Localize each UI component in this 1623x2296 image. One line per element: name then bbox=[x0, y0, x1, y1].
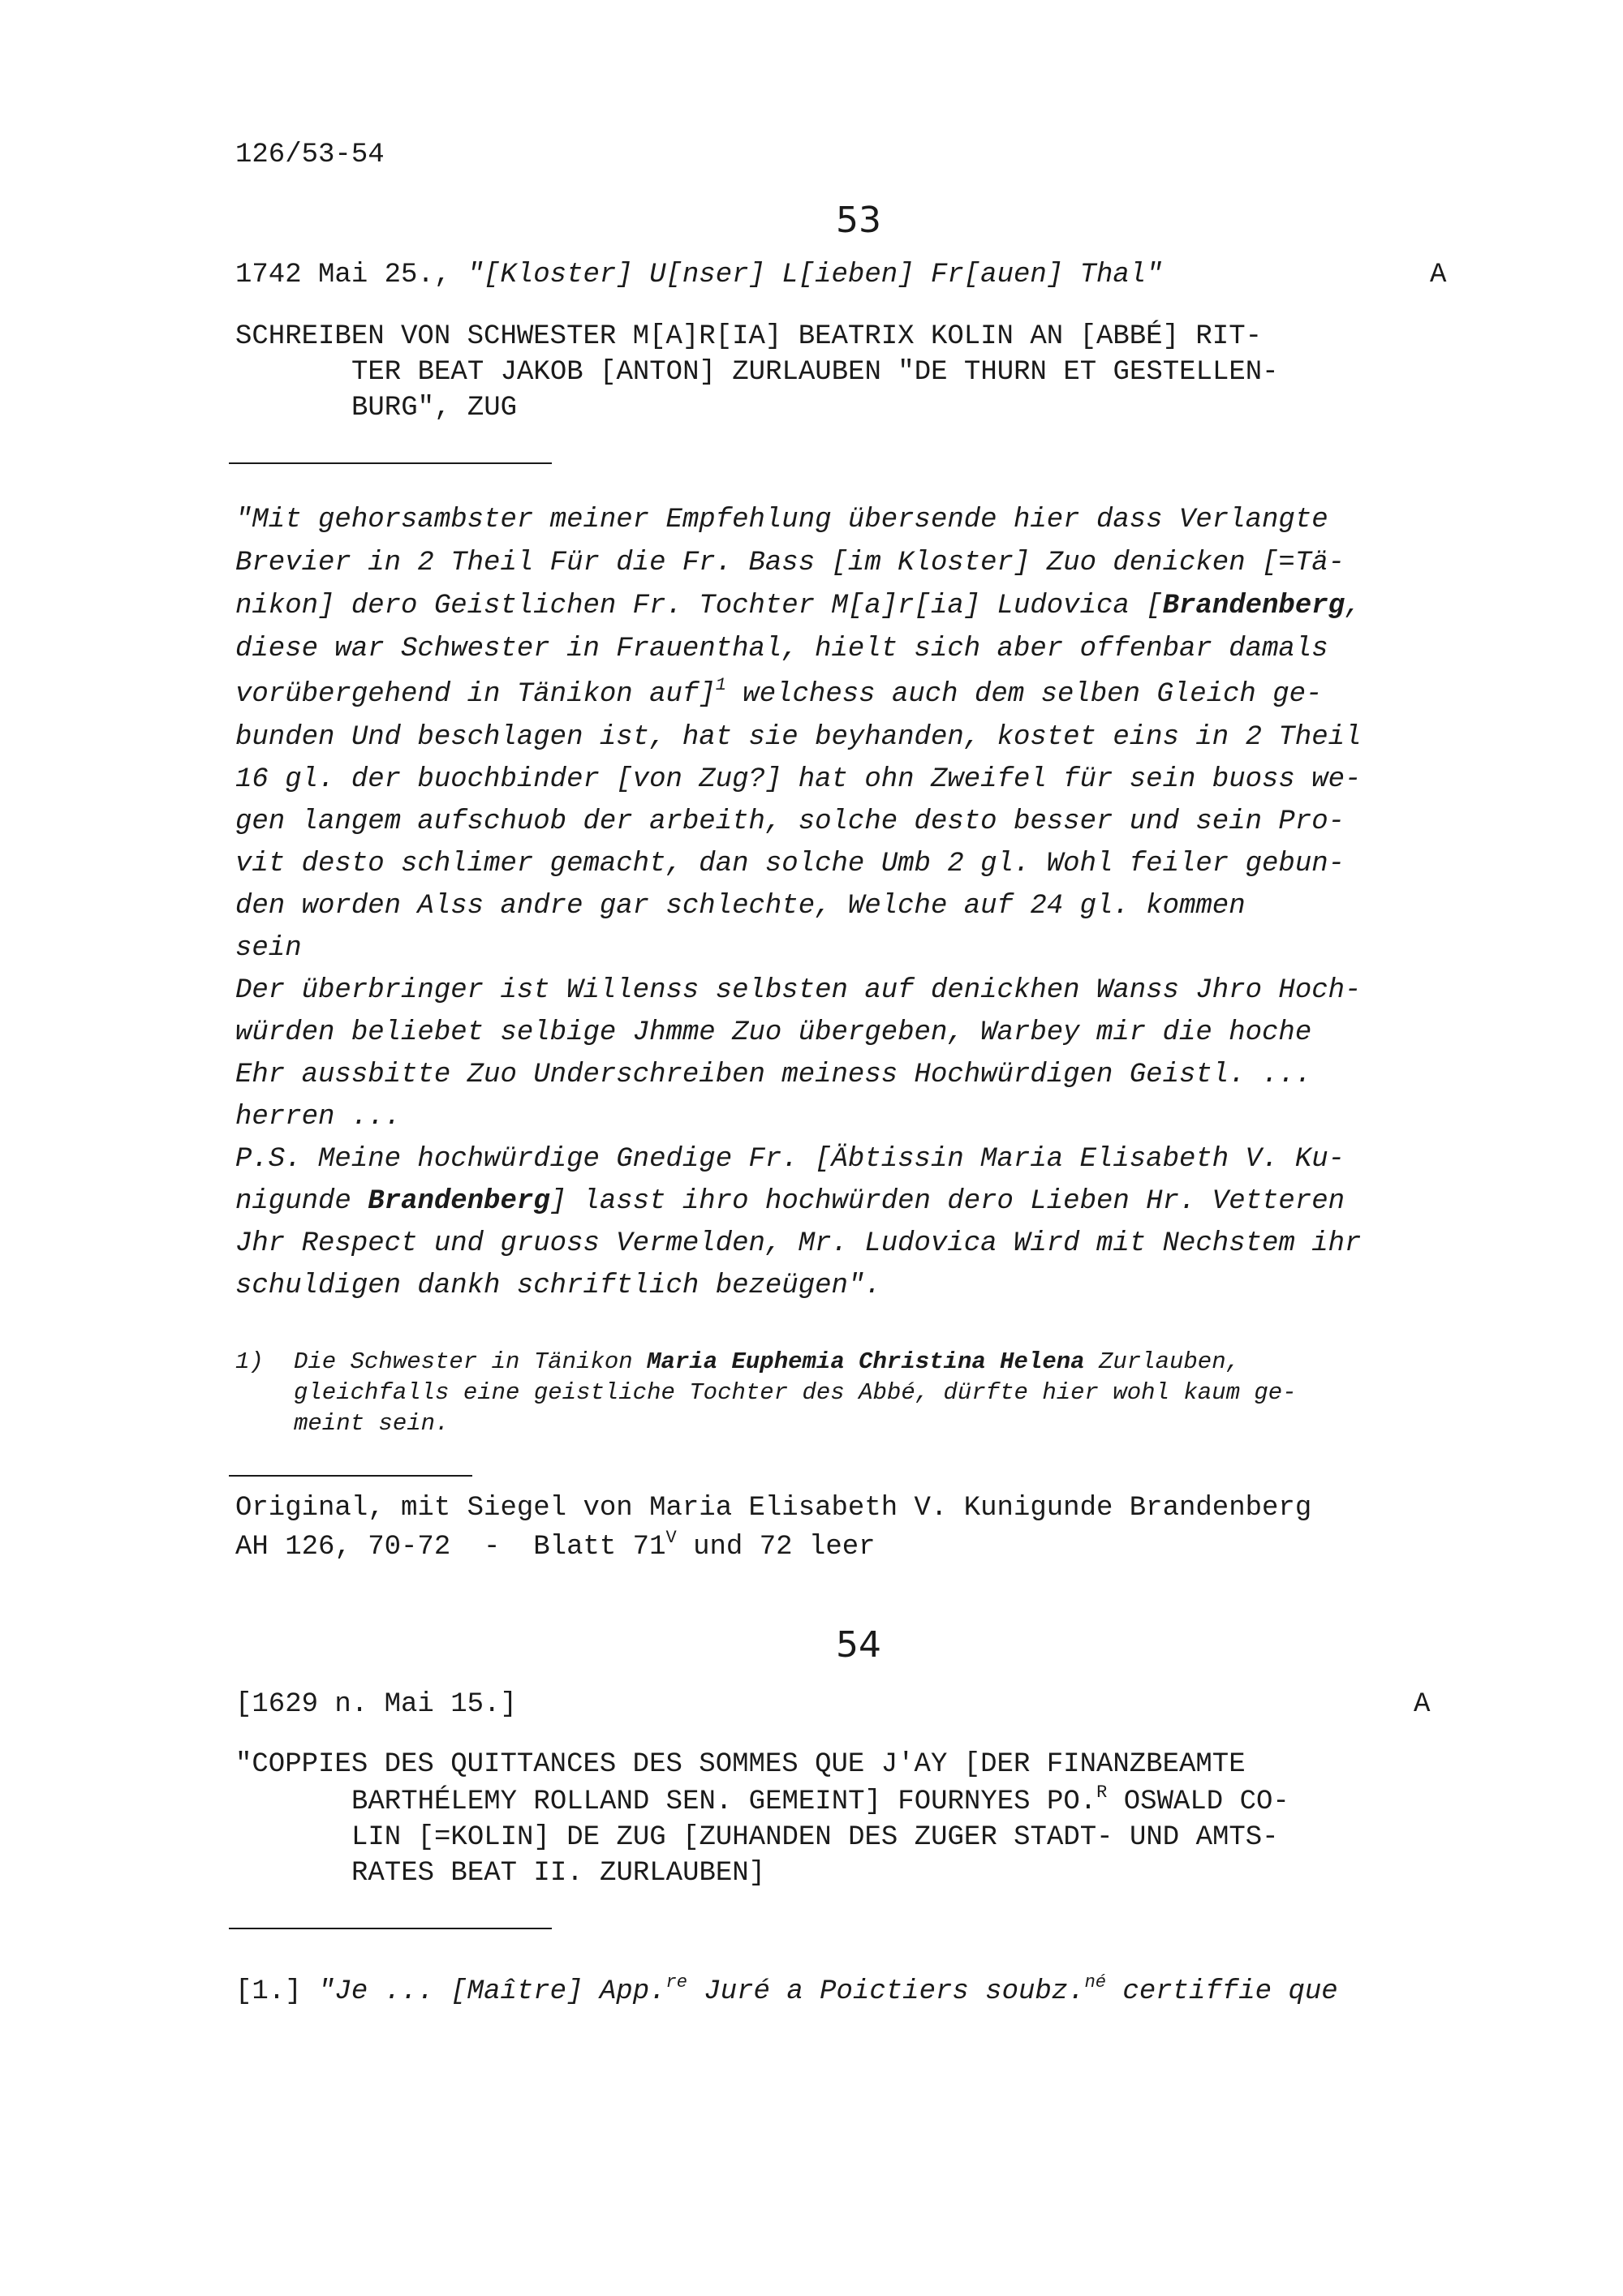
text-line: würden beliebet selbige Jhmme Zuo übergeben, Warbey mir die hoche bbox=[235, 1017, 1312, 1048]
document-number-54: 54 bbox=[836, 1624, 881, 1666]
title-rule bbox=[229, 1928, 552, 1929]
document-54-date: [1629 n. Mai 15.] bbox=[235, 1689, 517, 1720]
footnote-line: gleichfalls eine geistliche Tochter des Abbé, dürfte hier wohl kaum ge- bbox=[294, 1379, 1297, 1406]
document-53-dateline bbox=[235, 260, 1163, 290]
verso-mark: V bbox=[665, 1528, 677, 1548]
text-line: diese war Schwester in Frauenthal, hielt sich aber offenbar damals bbox=[235, 634, 1328, 664]
footnote-rule bbox=[229, 1475, 472, 1477]
footnote-line: meint sein. bbox=[294, 1410, 450, 1437]
document-number-53: 53 bbox=[836, 200, 881, 241]
source-line: AH 126, 70-72 - Blatt $71^V$ und 72 leer bbox=[235, 1528, 876, 1563]
highlighted-name: Maria Euphemia Christina Helena bbox=[647, 1348, 1085, 1375]
title-line: "COPPIES DES QUITTANCES DES SOMMES QUE J'AY [DER FINANZBEAMTE bbox=[235, 1749, 1246, 1780]
text-line: bunden Und beschlagen ist, hat sie beyhanden, kostet eins in 2 Theil bbox=[235, 722, 1362, 753]
title-line: SCHREIBEN VON SCHWESTER M[A]R[IA] BEATRIX KOLIN AN [ABBÉ] RIT- bbox=[235, 321, 1263, 352]
date: 1742 Mai 25., bbox=[235, 260, 467, 290]
title-line: RATES BEAT II. ZURLAUBEN] bbox=[351, 1858, 766, 1889]
highlighted-name: Brandenberg bbox=[368, 1186, 550, 1217]
title-line: BARTHÉLEMY ROLLAND SEN. GEMEINT] FOURNYES PO.$^R$ OSWALD CO- bbox=[351, 1782, 1289, 1817]
text-line: 16 gl. der buochbinder [von Zug?] hat ohn Zweifel für sein buoss we- bbox=[235, 764, 1362, 795]
title-line: LIN [=KOLIN] DE ZUG [ZUHANDEN DES ZUGER STADT- UND AMTS- bbox=[351, 1822, 1279, 1853]
title-line: TER BEAT JAKOB [ANTON] ZURLAUBEN "DE THURN ET GESTELLEN- bbox=[351, 357, 1279, 388]
footnote-line: Die Schwester in Tänikon Maria Euphemia Christina Helena Zurlauben, bbox=[294, 1348, 1241, 1375]
text-line: Jhr Respect und gruoss Vermelden, Mr. Ludovica Wird mit Nechstem ihr bbox=[235, 1228, 1362, 1259]
first-text-line: [1.] "Je ... [Maître] App.$^{re}$ Juré a Poictiers soubz.$^{né}$ certiffie que bbox=[235, 1972, 1338, 2007]
document-54-marker: A bbox=[1414, 1689, 1431, 1720]
text-line: nigunde Brandenberg] lasst ihro hochwürden dero Lieben Hr. Vetteren bbox=[235, 1186, 1345, 1217]
highlighted-name: Brandenberg bbox=[1162, 591, 1345, 621]
text-line: "Mit gehorsambster meiner Empfehlung übersende hier dass Verlangte bbox=[235, 505, 1328, 535]
place: "[Kloster] U[nser] L[ieben] Fr[auen] Thal" bbox=[467, 260, 1163, 290]
archive-reference: 126/53-54 bbox=[235, 140, 385, 170]
footnote-ref: 1 bbox=[715, 675, 726, 695]
footnote-mark: 1) bbox=[235, 1348, 264, 1375]
text-line: gen langem aufschuob der arbeith, solche desto besser und sein Pro- bbox=[235, 806, 1345, 837]
text-line: Ehr aussbitte Zuo Underschreiben meiness Hochwürdigen Geistl. ... bbox=[235, 1060, 1312, 1090]
text-line: herren ... bbox=[235, 1102, 402, 1133]
source-line: Original, mit Siegel von Maria Elisabeth V. Kunigunde Brandenberg bbox=[235, 1493, 1312, 1524]
text-line: Der überbringer ist Willenss selbsten auf denickhen Wanss Jhro Hoch- bbox=[235, 975, 1362, 1006]
text-line: nikon] dero Geistlichen Fr. Tochter M[a]r[ia] Ludovica [Brandenberg, bbox=[235, 591, 1362, 621]
text-line: vorübergehend in Tänikon auf]$^1$ welchess auch dem selben Gleich ge- bbox=[235, 675, 1323, 710]
text-line: den worden Alss andre gar schlechte, Welche auf 24 gl. kommen bbox=[235, 891, 1246, 922]
title-rule bbox=[229, 462, 552, 464]
document-53-marker: A bbox=[1430, 260, 1447, 290]
text-line: P.S. Meine hochwürdige Gnedige Fr. [Äbtissin Maria Elisabeth V. Ku- bbox=[235, 1144, 1345, 1175]
title-line: BURG", ZUG bbox=[351, 393, 518, 424]
text-line: sein bbox=[235, 933, 302, 964]
text-line: vit desto schlimer gemacht, dan solche Umb 2 gl. Wohl feiler gebun- bbox=[235, 849, 1345, 879]
text-line: schuldigen dankh schriftlich bezeügen". bbox=[235, 1271, 881, 1301]
text-line: Brevier in 2 Theil Für die Fr. Bass [im Kloster] Zuo denicken [=Tä- bbox=[235, 548, 1345, 578]
